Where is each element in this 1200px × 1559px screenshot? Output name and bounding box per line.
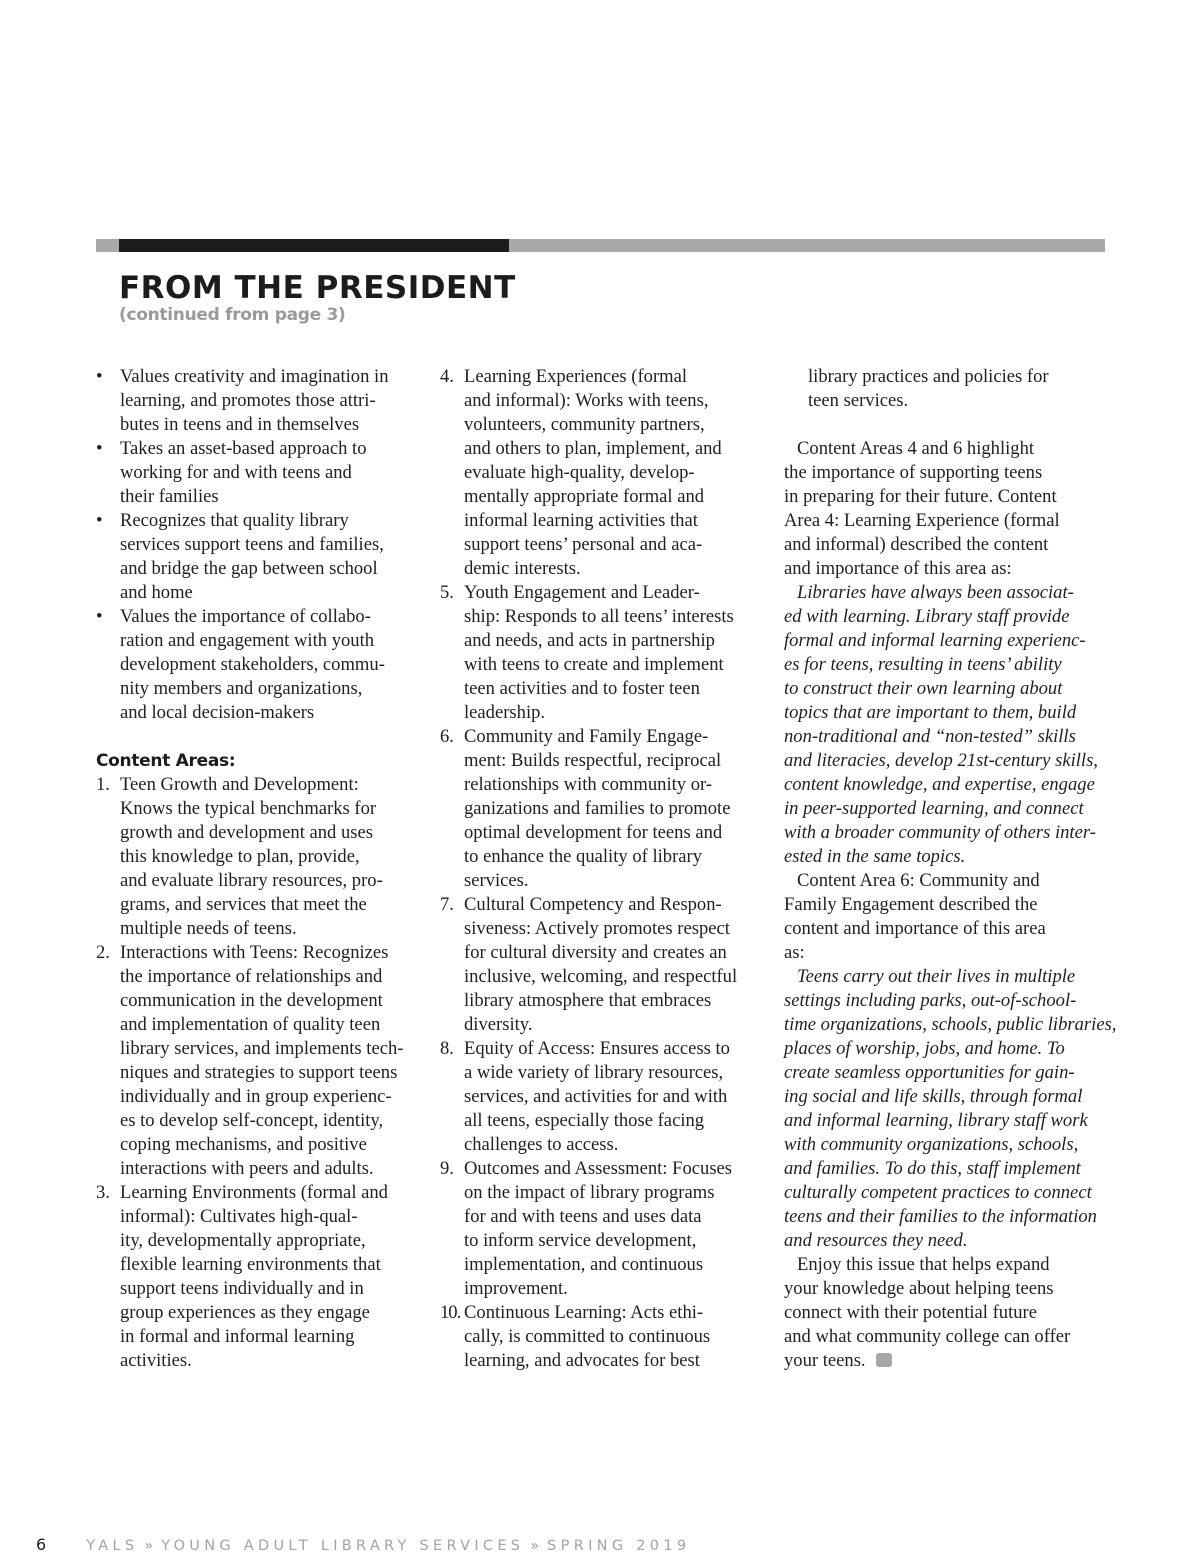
text-line: in peer-supported learning, and connect [784, 798, 1084, 819]
paragraph-content-areas-highlight [784, 437, 1114, 581]
item-text [464, 1301, 770, 1373]
item-number: 9. [440, 1158, 454, 1179]
text-line: and literacies, develop 21st-century skills, [784, 750, 1098, 771]
column-3 [784, 365, 1117, 1373]
text-line: to inform service development, [464, 1230, 697, 1251]
column-1 [96, 365, 426, 1373]
bullet-marker: • [96, 510, 103, 531]
bullet-item [96, 437, 426, 509]
text-line: all teens, especially those facing [464, 1110, 705, 1131]
text-line: and bridge the gap between school [120, 558, 378, 579]
text-line: a wide variety of library resources, [464, 1062, 724, 1083]
text-line: Area 4: Learning Experience (formal [784, 510, 1060, 531]
text-line: Knows the typical benchmarks for [120, 798, 377, 819]
text-line: ganizations and families to promote [464, 798, 731, 819]
item-number: 5. [440, 582, 454, 603]
text-line: informal): Cultivates high-qual- [120, 1206, 358, 1227]
numbered-item [440, 581, 770, 725]
text-line: Cultural Competency and Respon- [464, 894, 722, 915]
text-line: ity, developmentally appropriate, [120, 1230, 366, 1251]
text-line: teen activities and to foster teen [464, 678, 700, 699]
text-line: places of worship, jobs, and home. To [784, 1038, 1065, 1059]
numbered-item [440, 365, 770, 581]
text-line: Content Areas 4 and 6 highlight [797, 438, 1035, 459]
bullet-marker: • [96, 366, 103, 387]
text-line: with community organizations, schools, [784, 1134, 1079, 1155]
text-line: nity members and organizations, [120, 678, 363, 699]
text-line: on the impact of library programs [464, 1182, 715, 1203]
text-line: learning, and advocates for best [464, 1350, 700, 1371]
text-line: activities. [120, 1350, 192, 1371]
text-line: Learning Environments (formal and [120, 1182, 388, 1203]
continued-note: (continued from page 3) [119, 305, 346, 325]
end-of-article-icon [876, 1353, 892, 1367]
text-line: and informal) described the content [784, 534, 1049, 555]
item-number: 8. [440, 1038, 454, 1059]
text-line: butes in teens and in themselves [120, 414, 360, 435]
text-line: and what community college can offer [784, 1326, 1071, 1347]
item-text [120, 437, 426, 509]
item-text [464, 725, 770, 893]
text-line: to construct their own learning about [784, 678, 1063, 699]
footer-yals: YALS [86, 1538, 139, 1554]
text-line: interactions with peers and adults. [120, 1158, 374, 1179]
footer-separator: » [144, 1538, 154, 1554]
text-line: and importance of this area as: [784, 558, 1012, 579]
text-line: volunteers, community partners, [464, 414, 705, 435]
text-line: library services, and implements tech- [120, 1038, 404, 1059]
list-item-continuation [784, 365, 1114, 413]
text-line: ship: Responds to all teens’ interests [464, 606, 734, 627]
text-line: and home [120, 582, 193, 603]
text-line: and implementation of quality teen [120, 1014, 381, 1035]
page-number: 6 [36, 1535, 47, 1554]
footer-separator: » [530, 1538, 540, 1554]
text-line: Libraries have always been associat- [797, 582, 1074, 603]
item-text [464, 893, 770, 1037]
text-line: your teens. [784, 1349, 1114, 1373]
text-line: your knowledge about helping teens [784, 1278, 1054, 1299]
numbered-item [440, 1301, 770, 1373]
text-line: working for and with teens and [120, 462, 352, 483]
text-line: implementation, and continuous [464, 1254, 704, 1275]
text-line: learning, and promotes those attri- [120, 390, 376, 411]
text-line: diversity. [464, 1014, 533, 1035]
text-line: the importance of supporting teens [784, 462, 1043, 483]
text-line: create seamless opportunities for gain- [784, 1062, 1075, 1083]
paragraph-closing [784, 1253, 1114, 1373]
text-line: and local decision-makers [120, 702, 315, 723]
text-line: Interactions with Teens: Recognizes [120, 942, 389, 963]
text-line: for and with teens and uses data [464, 1206, 702, 1227]
footer-issue: SPRING 2019 [547, 1538, 691, 1554]
item-text [464, 1157, 770, 1301]
text-line: and families. To do this, staff implement [784, 1158, 1081, 1179]
text-line: content and importance of this area [784, 918, 1046, 939]
content-areas-heading: Content Areas: [96, 751, 236, 771]
item-number: 6. [440, 726, 454, 747]
text-line: Values creativity and imagination in [120, 366, 389, 387]
text-line: coping mechanisms, and positive [120, 1134, 367, 1155]
text-line: demic interests. [464, 558, 581, 579]
text-line: library atmosphere that embraces [464, 990, 712, 1011]
text-line: with a broader community of others inter- [784, 822, 1096, 843]
quote-learning-experience [784, 581, 1114, 869]
numbered-item [96, 1181, 426, 1373]
text-line: Teens carry out their lives in multiple [797, 966, 1076, 987]
item-text [120, 605, 426, 725]
text-line: Outcomes and Assessment: Focuses [464, 1158, 733, 1179]
text-line: and others to plan, implement, and [464, 438, 722, 459]
column-2 [440, 365, 770, 1373]
text-line: relationships with community or- [464, 774, 713, 795]
text-line: inclusive, welcoming, and respectful [464, 966, 738, 987]
numbered-item [440, 725, 770, 893]
text-line: multiple needs of teens. [120, 918, 297, 939]
text-line: Content Area 6: Community and [797, 870, 1040, 891]
text-line: Values the importance of collabo- [120, 606, 371, 627]
text-line: Takes an asset-based approach to [120, 438, 367, 459]
text-line: services support teens and families, [120, 534, 384, 555]
text-line: services. [464, 870, 529, 891]
text-line: topics that are important to them, build [784, 702, 1077, 723]
text-line: formal and informal learning experienc- [784, 630, 1086, 651]
text-line: individually and in group experienc- [120, 1086, 392, 1107]
text-line: ment: Builds respectful, reciprocal [464, 750, 722, 771]
text-line: ing social and life skills, through formal [784, 1086, 1083, 1107]
text-line: cally, is committed to continuous [464, 1326, 711, 1347]
quote-community-engagement [784, 965, 1117, 1253]
numbered-item [440, 1037, 770, 1157]
item-number: 1. [96, 774, 110, 795]
text-line: Learning Experiences (formal [464, 366, 688, 387]
header-rule-black [119, 239, 509, 252]
text-line: their families [120, 486, 219, 507]
numbered-item [440, 893, 770, 1037]
text-line: Teen Growth and Development: [120, 774, 359, 795]
numbered-item [96, 773, 426, 941]
item-number: 7. [440, 894, 454, 915]
text-line: support teens individually and in [120, 1278, 364, 1299]
bullet-item [96, 509, 426, 605]
bullet-item [96, 365, 426, 437]
text-line: ed with learning. Library staff provide [784, 606, 1070, 627]
text-line: informal learning activities that [464, 510, 698, 531]
text-line: for cultural diversity and creates an [464, 942, 727, 963]
text-line: es to develop self-concept, identity, [120, 1110, 384, 1131]
text-line: the importance of relationships and [120, 966, 383, 987]
text-line: and resources they need. [784, 1230, 968, 1251]
item-text [120, 941, 426, 1181]
content-areas-list-continued [440, 365, 770, 1373]
text-line: to enhance the quality of library [464, 846, 703, 867]
item-text [120, 365, 426, 437]
page-footer [36, 1534, 690, 1557]
text-line: and evaluate library resources, pro- [120, 870, 383, 891]
item-text [120, 773, 426, 941]
item-number: 2. [96, 942, 110, 963]
text-line: as: [784, 942, 805, 963]
text-line: time organizations, schools, public libraries, [784, 1014, 1117, 1035]
text-line: library practices and policies for [808, 366, 1049, 387]
text-line: Recognizes that quality library [120, 510, 349, 531]
numbered-item [96, 941, 426, 1181]
text-line: support teens’ personal and aca- [464, 534, 703, 555]
text-line: optimal development for teens and [464, 822, 723, 843]
text-line: leadership. [464, 702, 546, 723]
text-line: niques and strategies to support teens [120, 1062, 398, 1083]
text-line: Enjoy this issue that helps expand [797, 1254, 1050, 1275]
text-line: with teens to create and implement [464, 654, 724, 675]
values-bullet-list [96, 365, 426, 725]
bullet-marker: • [96, 606, 103, 627]
text-line: grams, and services that meet the [120, 894, 367, 915]
text-line: services, and activities for and with [464, 1086, 728, 1107]
item-number: 3. [96, 1182, 110, 1203]
text-line: challenges to access. [464, 1134, 619, 1155]
text-line: content knowledge, and expertise, engage [784, 774, 1095, 795]
text-line: Continuous Learning: Acts ethi- [464, 1302, 704, 1323]
text-line: flexible learning environments that [120, 1254, 381, 1275]
text-line: communication in the development [120, 990, 383, 1011]
text-line: and informal learning, library staff work [784, 1110, 1088, 1131]
text-line: settings including parks, out-of-school- [784, 990, 1077, 1011]
text-line: connect with their potential future [784, 1302, 1037, 1323]
numbered-item [440, 1157, 770, 1301]
text-line: teen services. [808, 390, 909, 411]
text-line: non-traditional and “non-tested” skills [784, 726, 1076, 747]
text-line: improvement. [464, 1278, 568, 1299]
text-line: evaluate high-quality, develop- [464, 462, 695, 483]
item-text [464, 365, 770, 581]
text-line: in preparing for their future. Content [784, 486, 1057, 507]
bullet-marker: • [96, 438, 103, 459]
text-line: Family Engagement described the [784, 894, 1038, 915]
item-text [120, 1181, 426, 1373]
text-line: ration and engagement with youth [120, 630, 375, 651]
content-areas-list [96, 773, 426, 1373]
text-line: siveness: Actively promotes respect [464, 918, 730, 939]
text-line: this knowledge to plan, provide, [120, 846, 360, 867]
text-line: culturally competent practices to connect [784, 1182, 1092, 1203]
text-line: and informal): Works with teens, [464, 390, 709, 411]
bullet-item [96, 605, 426, 725]
text-line: and needs, and acts in partnership [464, 630, 715, 651]
text-line: mentally appropriate formal and [464, 486, 705, 507]
footer-publication: YOUNG ADULT LIBRARY SERVICES [161, 1538, 525, 1554]
text-line: es for teens, resulting in teens’ ability [784, 654, 1062, 675]
section-title: FROM THE PRESIDENT [119, 270, 516, 306]
item-number: 10. [440, 1302, 461, 1323]
text-line: Youth Engagement and Leader- [464, 582, 700, 603]
paragraph-content-area-6 [784, 869, 1114, 965]
text-line: Equity of Access: Ensures access to [464, 1038, 730, 1059]
text-line: teens and their families to the information [784, 1206, 1097, 1227]
text-line: ested in the same topics. [784, 846, 966, 867]
text-line: growth and development and uses [120, 822, 374, 843]
item-text [464, 581, 770, 725]
text-line: development stakeholders, commu- [120, 654, 385, 675]
text-line: group experiences as they engage [120, 1302, 370, 1323]
item-number: 4. [440, 366, 454, 387]
text-line: in formal and informal learning [120, 1326, 355, 1347]
item-text [464, 1037, 770, 1157]
text-line: Community and Family Engage- [464, 726, 709, 747]
item-text [120, 509, 426, 605]
